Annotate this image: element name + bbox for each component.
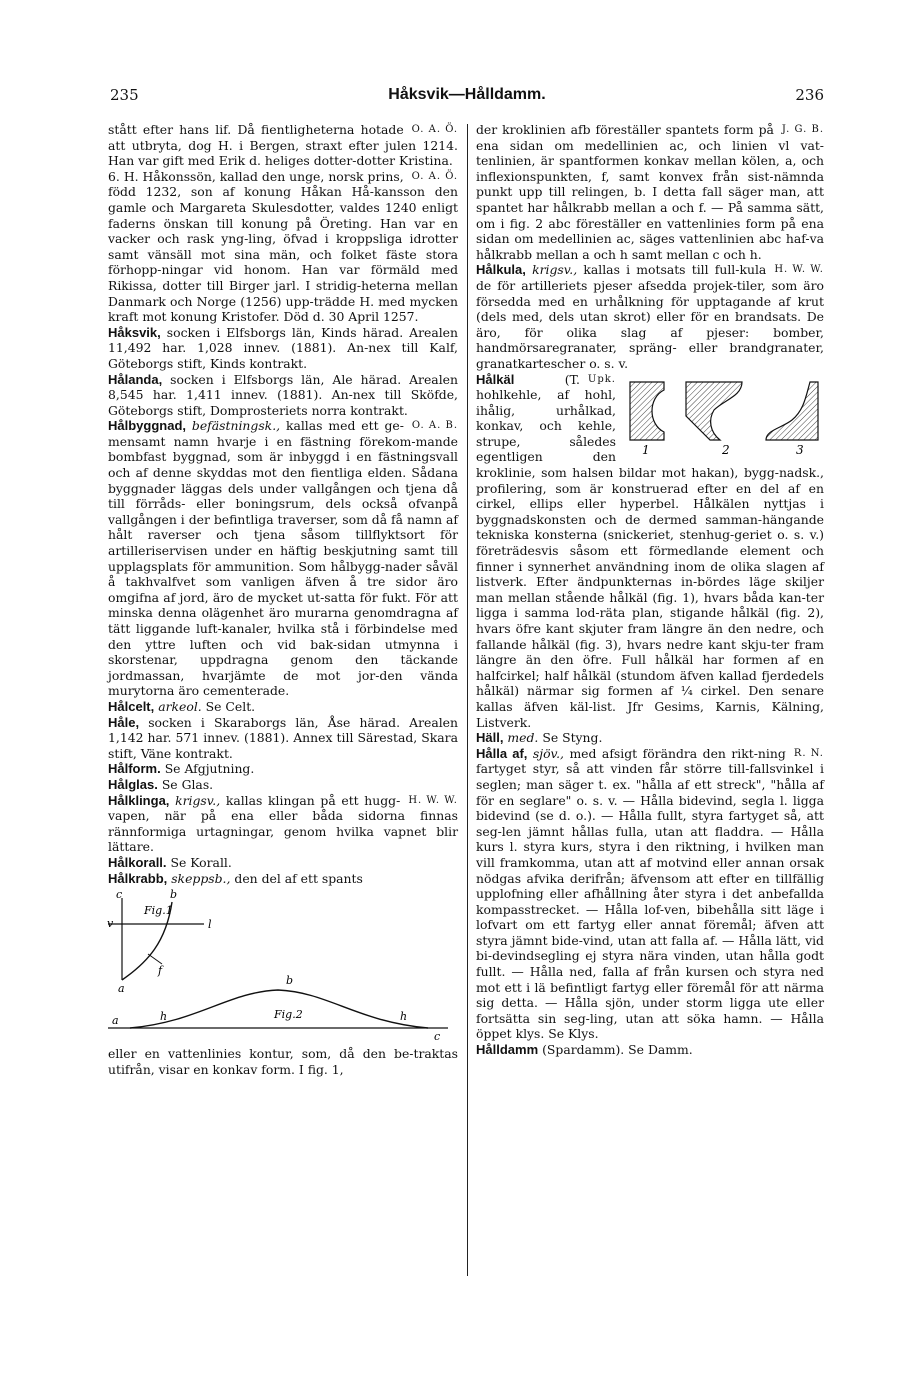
headword: Håle, [108,714,140,730]
entry-text: den del af ett spants [234,870,363,886]
fig2-letter-h2: h [400,1010,408,1024]
headword: Hålkrabb, [108,870,168,886]
column-divider [467,124,468,1276]
fig1-letter-a: a [118,982,125,996]
figure-spant [107,888,458,1044]
fig2-label: Fig.2 [274,1008,303,1022]
fig1-letter-v: v [107,917,114,931]
author-signature: Upk. [587,373,616,385]
page-title: Håksvik—Hålldamm. [388,86,546,103]
headword: Hålform. [108,761,161,777]
left-entry [108,325,458,372]
headword: Hålklinga, [108,792,170,808]
left-entry [108,855,458,871]
author-signature: H. W. W. [408,794,458,806]
domain-abbreviation: med. [507,730,539,746]
entry-text: Se Korall. [170,854,232,870]
author-signature: O. A. Ö. [411,124,458,135]
profile-label-2: 2 [722,442,730,457]
entry-text: med afsigt förändra den rikt-ning fartyget styr, så att vinden får större till-fallsvinkel i seglen; man säger t. ex. "hålla af ett streck", "hålla af för en seglare" o. s. v. — Hålla bidevind, segla l. ligga bidevind (se d. o.). — Hålla fullt, styra fartyget så, att seg-len jämnt hållas fulla, utan att fladdra. — Hålla kurs l. styra kurs, styra i den riktning, i hvilken man vill framkomma, utan att af motvind eller annan orsak nödgas afvika derifrån; äfvensom att efter en tillfällig upplofning eller afhållning åter styra i det anbefallda kompasstrecket. — Hålla lof-ven, bibehålla sitt läge i lofvart om ett fartyg eller annat föremål; äfven att styra jämnt bide-vind, utan att falla af. — Hålla lätt, vid bi-devindsegling ej styra nära vinden, utan hålla godt fullt. — Hålla ned, falla af från kursen och styra ned mot ett i lä befintligt fartyg eller föremål för att närma sig detta. — Hålla sjön, under storm ligga ute eller fortsätta sin seg-ling, utan att söka hamn. — Hålla öppet klys. Se Klys. [476,745,824,1042]
left-entry [108,372,458,419]
headword: Hålkäl [476,371,515,387]
entry-text: stått efter hans lif. Då fientligheterna hotade att utbryta, dog H. i Bergen, straxt efter julen 1214. Han var gift med Erik d. heliges dotter-dotter Kristina. [108,122,458,169]
fig2-letter-h1: h [160,1010,168,1024]
right-entry [476,262,824,371]
entry-text: kallas klingan på ett hugg-vapen, när på ena eller båda sidorna finnas rännformiga urtagningar, genom hvilka vapnet blir lättare. [108,792,458,855]
right-entry [476,1042,824,1058]
fig1-letter-b: b [170,888,178,902]
fig2-letter-b: b [286,974,294,988]
entry-text: Se Afgjutning. [164,761,255,777]
entry-text: kallas i motsats till full-kula de för artilleriets pjeser afsedda projek-tiler, som äro försedda med en urhålkning för upptagande af krut (dels med, dels utan skrot) eller för en brandsats. De äro, för olika slag af pjeser: bomber, handmörsaregranater, spräng- eller brandgranater, granatkartescher o. s. v. [476,262,824,371]
headword: Hålla af, [476,745,528,761]
figure-halkal-profiles [624,376,824,456]
author-signature: H. W. W. [774,264,824,276]
author-signature: O. A. B. [411,420,458,432]
page-number-right: 236 [795,86,824,104]
left-entry [108,793,458,855]
right-entry [476,730,824,746]
entry-text: 6. H. Håkonssön, kallad den unge, norsk prins, född 1232, son af konung Håkan Hå-kansson den gamle och Margareta Skulesdotter, valdes 1240 enligt faderns önskan till konung på Öreting. Han var en vacker och rask yng-ling, öfvad i kroppsliga idrotter samt vänsäll mot sina män, och folket fäste stora förhopp-ningar vid honom. Han var förmäld med Rikissa, dotter till Birger jarl. I stridig-heterna mellan Danmark och Norge (1256) upp-trädde H. med mycken kraft mot konung Kristofer. Död d. 30 April 1257. [108,168,458,325]
entry-text: kallas med ett ge-mensamt namn hvarje i en fästning förekom-mande bombfast byggnad, som är inbyggd i en fästningsvall och af denne skyddas mot den fientliga elden. Sådana byggnader läggas dels under vallgången och tjena då till förråds- eller boningsrum, dels också ofvanpå vallgången i der befintliga traverser, som då få namn af hålt raverser och tjena såsom tillflyktsort för artilleriservisen under en häftig beskjutning samt till upplagsplats för ammunition. Som hålbygg-nader såväl å takhvalfvet som vanligen äfven å tre sidor äro omgifna af jord, äro de mycket ut-satta för fukt. För att minska denna olägenhet äro murarna genomdragna af tätt liggande luft-kanaler, hvilka stå i förbindelse med den yttre luften och vid bak-sidan utmynna i skorstenar, uppdragna genom den täckande jordmassan, hvarjämte de mot jor-den vända murytorna äro cementerade. [108,418,458,699]
profile-label-1: 1 [642,442,650,457]
author-signature: O. A. Ö. [411,170,458,182]
left-column [108,122,458,1077]
right-entry [476,746,824,1042]
headword: Hålanda, [108,371,163,387]
headword: Håksvik, [108,324,161,340]
page-number-left: 235 [110,86,139,104]
domain-abbreviation: krigsv., [175,792,221,808]
fig1-letter-c: c [116,888,123,902]
entry-text: (Spardamm). Se Damm. [542,1042,693,1058]
left-entry [108,169,458,325]
left-entry [108,418,458,699]
profile-label-3: 3 [796,442,804,457]
headword: Hålkula, [476,262,526,278]
headword: Hålldamm [476,1042,539,1058]
entry-text: socken i Elfsborgs län, Kinds härad. Arealen 11,492 har. 1,028 innev. (1881). An-nex till Kalf, Göteborgs stift, Kinds kontrakt. [108,324,458,371]
entry-text: Se Styng. [542,730,603,746]
author-signature: R. N. [793,747,824,759]
page-header [110,86,824,110]
domain-abbreviation: skeppsb., [171,870,231,886]
author-signature: J. G. B. [781,124,824,135]
fig2-letter-c: c [434,1030,441,1044]
left-entry [108,699,458,715]
domain-abbreviation: befästningsk., [191,418,281,434]
fig1-letter-f: f [158,964,163,978]
entry-text: der kroklinien afb föreställer spantets form på ena sidan om medellinien ac, och linien vl vat-tenlinien, är spantformen konkav mellan kölen, a, och inflexionspunkten, f, samt konvex från sist-nämnda punkt upp till relingen, b. I detta fall säger man, att spantet har hålkrabb mellan a och f. — På samma sätt, om i fig. 2 abc föreställer en vattenlinies form på ena sidan om medellinien ac, säges vattenlinien abc haf-va hålkrabb mellan a och h samt mellan c och h. [476,122,824,262]
left-tail: eller en vattenlinies kontur, som, då den be-traktas utifrån, visar en konkav form. I fig. 1, [108,1046,458,1077]
entry-text: Se Celt. [205,698,256,714]
right-entries [476,122,824,1058]
headword: Hålkorall. [108,854,167,870]
right-column [476,122,824,1058]
left-entry [108,777,458,793]
entry-text: Se Glas. [161,776,214,792]
right-entry [476,122,824,262]
entry-text: socken i Elfsborgs län, Ale härad. Arealen 8,545 har. 1,411 innev. (1881). An-nex till Sköfde, Göteborgs stift, Domprosteriets norra kontrakt. [108,371,458,418]
left-entry [108,871,458,887]
left-entries [108,122,458,886]
left-entry [108,761,458,777]
left-entry [108,122,458,169]
headword: Hålbyggnad, [108,418,187,434]
left-entry [108,715,458,762]
fig1-letter-l: l [208,918,212,932]
domain-abbreviation: krigsv., [532,262,578,278]
fig1-label: Fig.1 [144,904,173,918]
entry-text: socken i Skaraborgs län, Åse härad. Arealen 1,142 har. 571 innev. (1881). Annex till Särestad, Skara stift, Väne kontrakt. [108,714,458,761]
headword: Hålglas. [108,776,158,792]
headword: Häll, [476,730,504,746]
domain-abbreviation: arkeol. [158,698,202,714]
domain-abbreviation: sjöv., [532,745,564,761]
entry-text: (T. hohlkehle, af hohl, ihålig, urhålkad, konkav, och kehle, strupe, således egentligen den kroklinie, som halsen bildar mot hakan), bygg-nadsk., profilering, som är konstruerad efter en del af en cirkel, ellips eller hyperbel. Hålkälen nyttjas i byggnadskonsten och de dermed samman-hängande tekniska konsterna (snickeriet, stenhug-geriet o. s. v.) företrädesvis såsom ett förmedlande element och finner i synnerhet användning inom de olika slagen af listverk. Efter ändpunkternas in-bördes läge skiljer man mellan stående hålkäl (fig. 1), hvars båda kan-ter ligga i samma lod-räta plan, stigande hålkäl (fig. 2), hvars öfre kant skjuter fram längre än den nedre, och fallande hålkäl (fig. 3), hvars nedre kant skju-ter fram längre än den öfre. Full hålkäl har formen af en halfcirkel; half hålkäl (stundom äfven kallad fjerdedels hålkäl) närmar sig formen af ¼ cirkel. Den senare kallas äfven käl-list. Jfr Gesims, Karnis, Kälning, Listverk. [476,371,824,730]
fig2-letter-a: a [112,1014,119,1028]
headword: Hålcelt, [108,698,155,714]
